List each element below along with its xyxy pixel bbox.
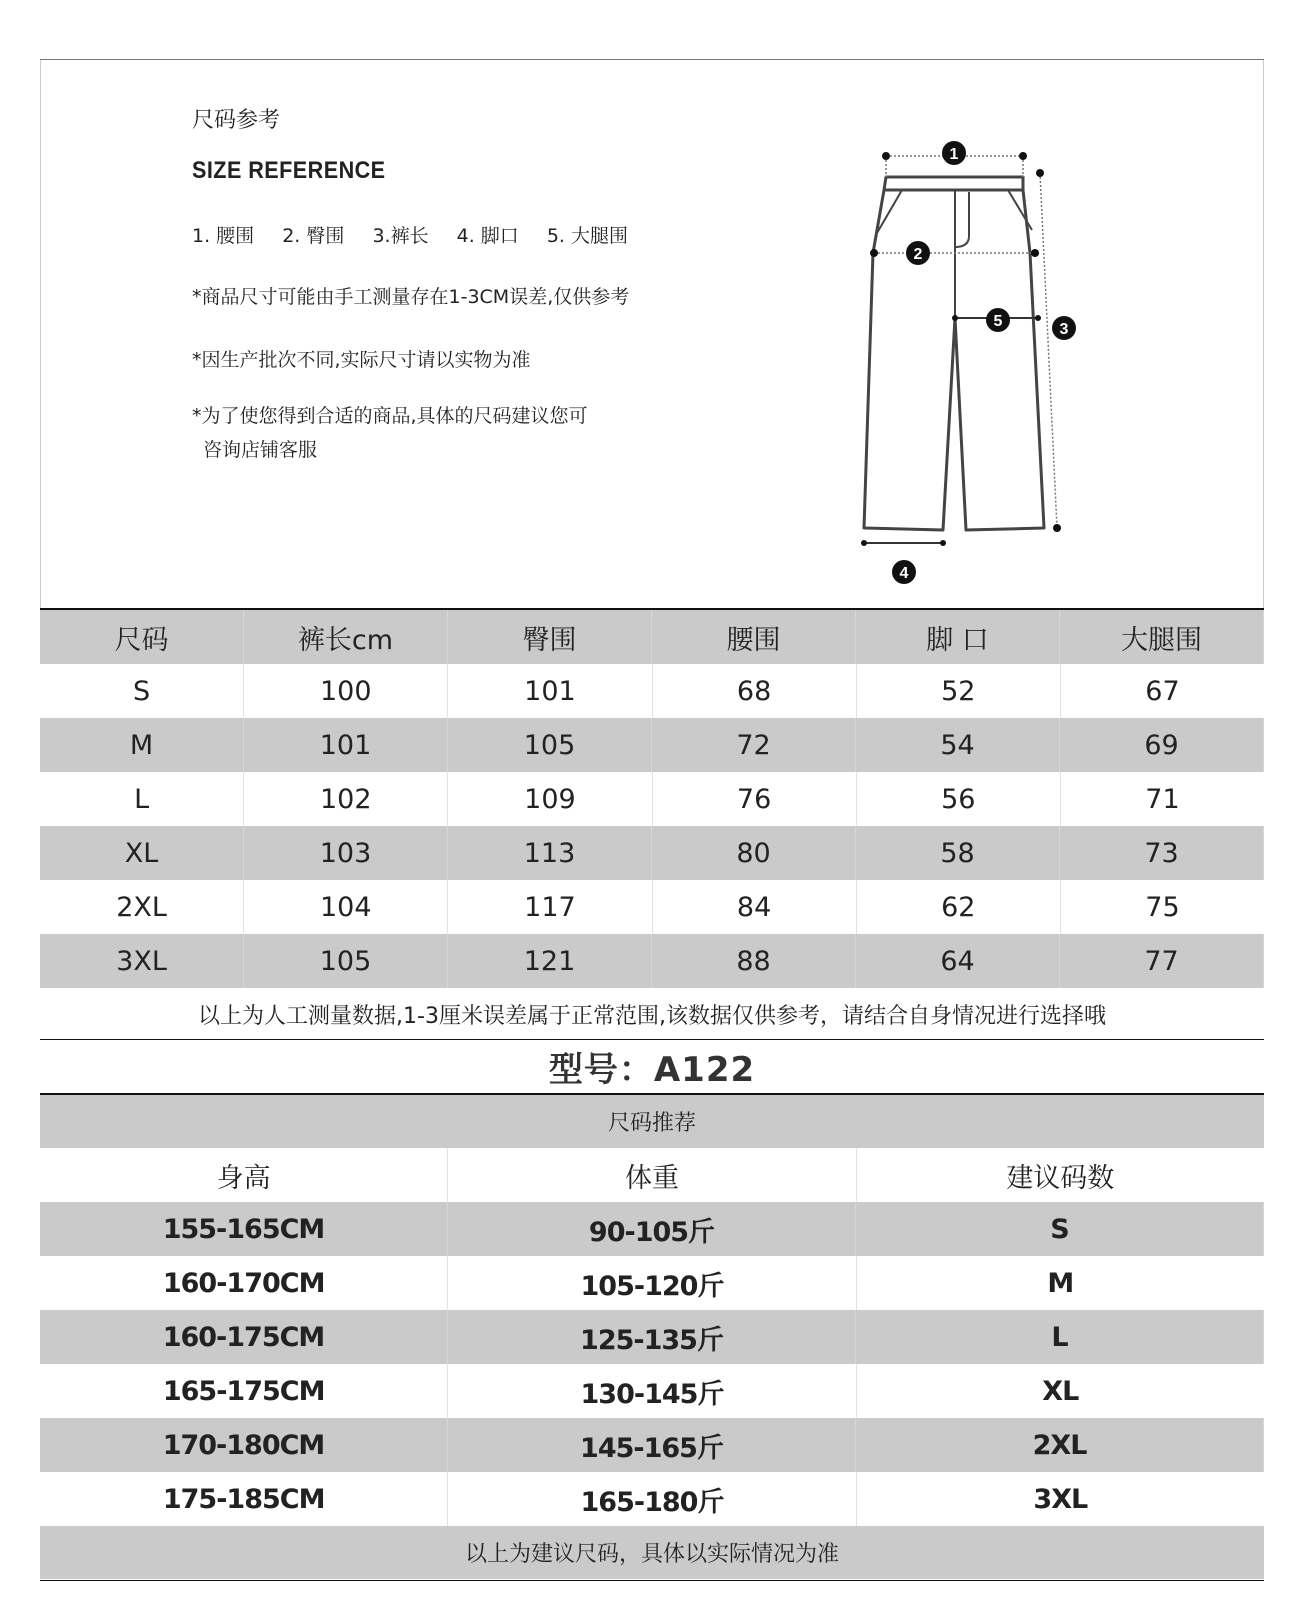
size-cell: 113 — [448, 826, 652, 880]
pants-outline — [864, 177, 1044, 530]
size-cell: L — [40, 772, 244, 826]
rec-header-cell: 体重 — [448, 1148, 856, 1202]
size-cell: 52 — [857, 664, 1061, 718]
reference-title-cn: 尺码参考 — [192, 108, 281, 133]
rec-row — [40, 1202, 1264, 1256]
rec-cell: 175-185CM — [40, 1472, 448, 1526]
legend-item: 1. 腰围 — [192, 225, 255, 247]
rec-cell: S — [856, 1202, 1264, 1256]
rec-cell: 130-145斤 — [448, 1364, 856, 1418]
legend-item: 4. 脚口 — [456, 225, 519, 247]
legend-item: 2. 臀围 — [282, 225, 345, 247]
size-cell: 105 — [244, 934, 448, 988]
size-header-cell: 脚 口 — [856, 610, 1060, 664]
size-cell: 80 — [652, 826, 856, 880]
model-number: 型号：A122 — [548, 1050, 756, 1090]
rec-row — [40, 1364, 1264, 1418]
size-header-cell: 大腿围 — [1060, 610, 1264, 664]
rec-cell: 155-165CM — [40, 1202, 448, 1256]
marker-3-icon — [1052, 316, 1076, 340]
recommend-title: 尺码推荐 — [40, 1095, 1264, 1148]
size-cell: 58 — [856, 826, 1060, 880]
size-row — [40, 934, 1264, 988]
rec-cell: L — [856, 1310, 1264, 1364]
size-cell: 77 — [1060, 934, 1264, 988]
rec-cell: 165-180斤 — [448, 1472, 856, 1526]
size-row — [40, 664, 1264, 718]
rec-cell: 125-135斤 — [448, 1310, 856, 1364]
svg-text:4: 4 — [899, 565, 909, 582]
rec-header-row — [40, 1148, 1264, 1202]
size-cell: 103 — [244, 826, 448, 880]
size-cell: 117 — [448, 880, 652, 934]
marker-1-icon — [942, 141, 966, 165]
size-row — [40, 826, 1264, 880]
size-cell: 121 — [448, 934, 652, 988]
rec-cell: XL — [1042, 1375, 1079, 1407]
size-row — [40, 718, 1264, 772]
size-cell: 100 — [244, 664, 448, 718]
size-cell: S — [40, 664, 244, 718]
size-row — [40, 772, 1264, 826]
marker-2-icon — [906, 241, 930, 265]
note-batch: *因生产批次不同,实际尺寸请以实物为准 — [192, 349, 531, 371]
rec-row — [40, 1472, 1264, 1526]
size-cell: 69 — [1060, 718, 1264, 772]
size-cell: 68 — [653, 664, 857, 718]
size-table — [40, 610, 1264, 1040]
size-cell: 102 — [244, 772, 448, 826]
size-cell: 72 — [652, 718, 856, 772]
marker-5-icon — [986, 308, 1010, 332]
size-cell: 75 — [1145, 891, 1180, 923]
rec-cell: 3XL — [1033, 1483, 1088, 1515]
size-cell: 76 — [653, 772, 857, 826]
rec-cell: 145-165斤 — [448, 1418, 856, 1472]
size-cell: 56 — [857, 772, 1061, 826]
size-cell: 105 — [448, 718, 652, 772]
marker-4-icon — [892, 560, 916, 584]
rec-cell: M — [1047, 1267, 1074, 1299]
size-header-cell: 裤长cm — [244, 610, 448, 664]
rec-row — [40, 1310, 1264, 1364]
size-cell: 64 — [856, 934, 1060, 988]
size-header-cell: 尺码 — [40, 610, 244, 664]
rec-cell: 2XL — [856, 1418, 1264, 1472]
rec-header-cell: 建议码数 — [1006, 1162, 1115, 1194]
svg-text:2: 2 — [913, 246, 923, 263]
size-table-note: 以上为人工测量数据,1-3厘米误差属于正常范围,该数据仅供参考，请结合自身情况进行选择哦 — [198, 1003, 1106, 1029]
rec-cell: 160-175CM — [40, 1310, 448, 1364]
size-cell: 73 — [1060, 826, 1264, 880]
size-cell: 54 — [856, 718, 1060, 772]
size-cell: 71 — [1145, 783, 1180, 815]
rec-cell: 90-105斤 — [448, 1202, 856, 1256]
rec-cell: 170-180CM — [40, 1418, 448, 1472]
rec-cell: 105-120斤 — [448, 1256, 856, 1310]
svg-text:1: 1 — [949, 146, 959, 163]
svg-text:5: 5 — [993, 313, 1003, 330]
legend-item: 5. 大腿围 — [546, 225, 629, 247]
size-header-row — [40, 610, 1264, 664]
rec-row — [40, 1256, 1264, 1310]
size-header-cell: 臀围 — [448, 610, 652, 664]
note-error: *商品尺寸可能由手工测量存在1-3CM误差,仅供参考 — [192, 286, 630, 308]
size-cell: 88 — [652, 934, 856, 988]
pants-diagram — [0, 0, 1305, 650]
size-cell: 3XL — [40, 934, 244, 988]
size-cell: XL — [40, 826, 244, 880]
recommend-table — [40, 1095, 1264, 1579]
rec-cell: 165-175CM — [40, 1364, 448, 1418]
size-cell: 2XL — [40, 880, 244, 934]
size-cell: M — [40, 718, 244, 772]
size-header-cell: 腰围 — [652, 610, 856, 664]
size-cell: 109 — [448, 772, 652, 826]
measure-lines — [874, 156, 1057, 528]
note-advice: *为了使您得到合适的商品,具体的尺码建议您可 — [192, 405, 588, 427]
recommend-footer: 以上为建议尺码，具体以实际情况为准 — [40, 1526, 1264, 1579]
size-cell: 101 — [244, 718, 448, 772]
size-cell: 104 — [244, 880, 448, 934]
rec-row — [40, 1418, 1264, 1472]
size-cell: 101 — [448, 664, 652, 718]
measure-dots — [861, 152, 1061, 546]
note-advice-cont: 咨询店铺客服 — [203, 439, 318, 461]
size-cell: 62 — [857, 880, 1061, 934]
size-cell: 67 — [1145, 675, 1180, 707]
reference-title-en: SIZE REFERENCE — [192, 157, 386, 184]
svg-text:3: 3 — [1059, 321, 1069, 338]
rec-header-cell: 身高 — [40, 1148, 448, 1202]
bottom-rule — [40, 1580, 1264, 1581]
size-row — [40, 880, 1264, 934]
legend-item: 3.裤长 — [372, 225, 429, 247]
rec-cell: 160-170CM — [40, 1256, 448, 1310]
size-cell: 84 — [653, 880, 857, 934]
